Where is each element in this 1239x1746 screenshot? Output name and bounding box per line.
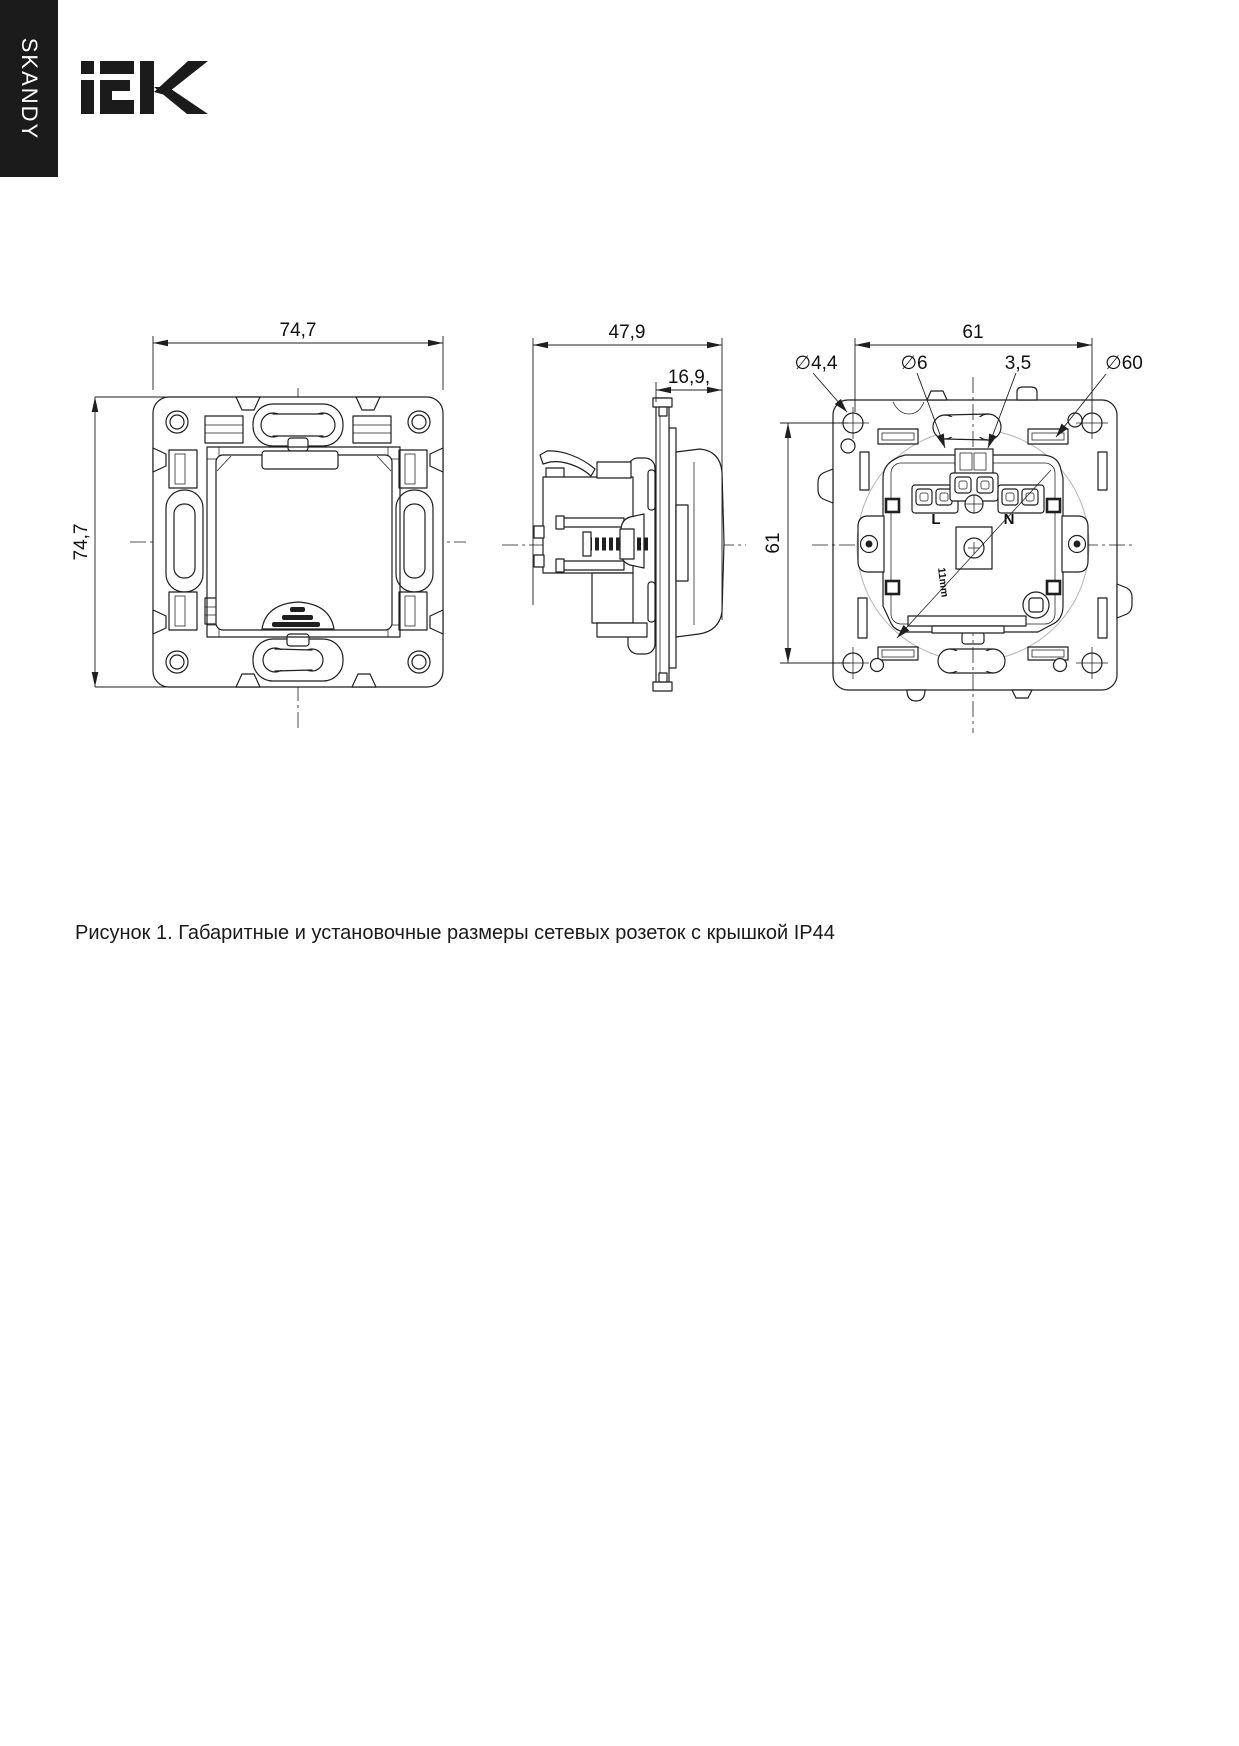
dim-back-hole-spacing-h: 61 — [962, 322, 984, 343]
label-box-bore: ∅60 — [1105, 353, 1143, 374]
iek-logo-glyphs — [80, 56, 210, 116]
figure-drawing — [0, 276, 1239, 746]
side-frame-and-lid — [676, 449, 724, 637]
figure-caption: Рисунок 1. Габаритные и установочные размеры сетевых розеток с крышкой IP44 — [75, 922, 835, 944]
front-top-slot — [253, 404, 343, 451]
label-fix-hole: ∅4,4 — [794, 353, 838, 374]
terminal-live-label: L — [931, 511, 941, 528]
label-center-hole: ∅6 — [900, 353, 928, 374]
iek-logo — [80, 56, 210, 116]
side-mechanism — [534, 451, 655, 654]
terminal-neutral-label: N — [1003, 511, 1015, 528]
back-view-drawing — [763, 322, 1143, 733]
back-mechanism — [858, 449, 1088, 638]
front-socket-cover — [207, 447, 400, 637]
series-tab — [0, 0, 58, 177]
dim-back-hole-spacing-v: 61 — [763, 532, 784, 554]
label-slot-width: 3,5 — [1004, 353, 1032, 374]
wire-strip-label: 11mm — [935, 566, 951, 598]
side-view-drawing — [502, 322, 746, 691]
front-view-drawing — [71, 320, 466, 732]
dim-front-width: 74,7 — [279, 320, 317, 341]
series-label: SKANDY — [17, 37, 42, 140]
dim-side-depth: 47,9 — [608, 322, 646, 343]
front-bottom-slot — [253, 634, 343, 681]
dim-front-height: 74,7 — [71, 523, 92, 561]
dim-side-cover-depth: 16,9, — [667, 367, 711, 388]
